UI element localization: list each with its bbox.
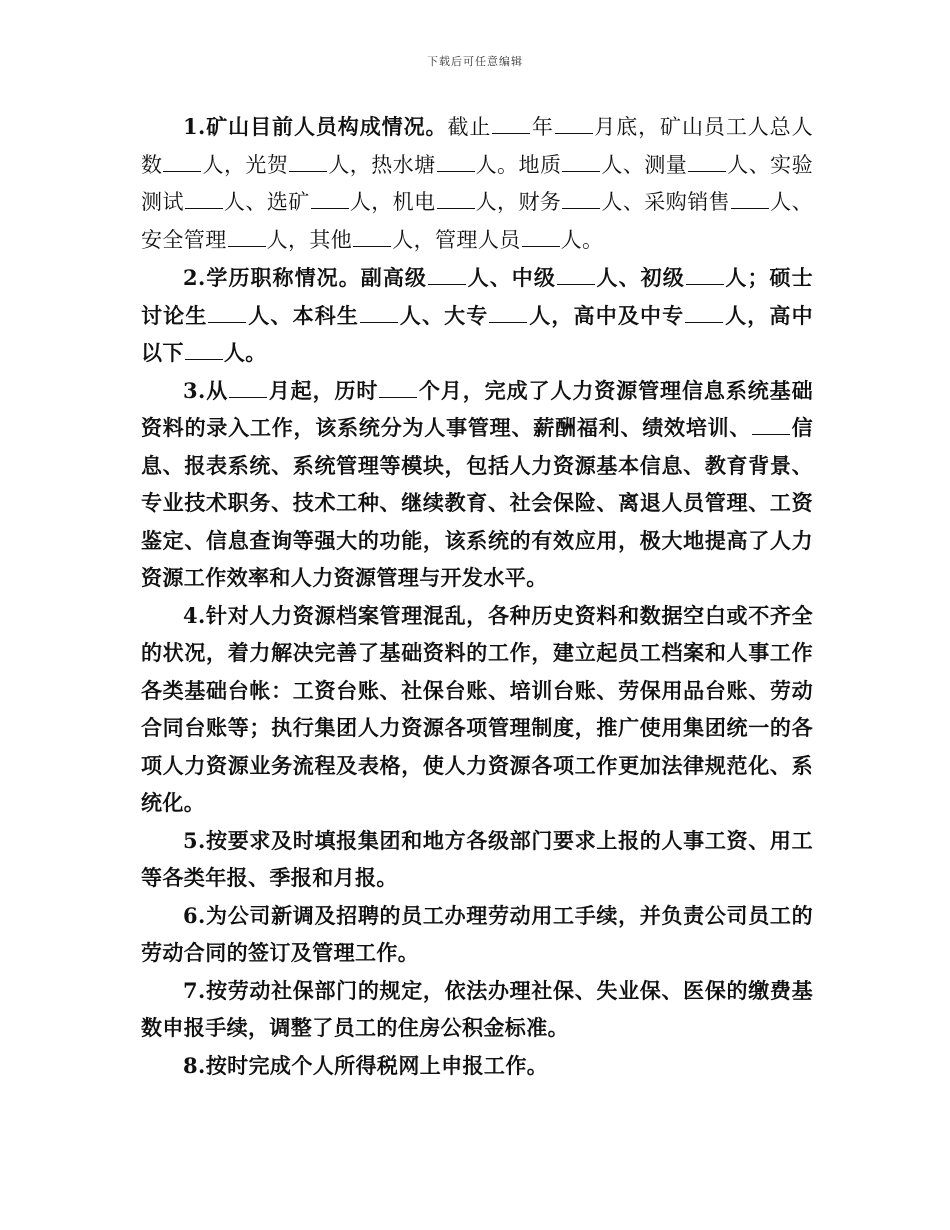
text-segment: 个月，完成了人力资源管理信息系统基础资料的录入工作，该系统分为人事管理、薪酬福利、绩效培训、 [141,377,814,440]
fill-blank[interactable] [688,153,726,172]
fill-blank[interactable] [437,190,475,209]
fill-blank[interactable] [492,115,530,134]
text-segment: 人、本科生 [247,302,360,328]
document-body [141,108,813,1084]
fill-blank[interactable] [379,379,417,398]
paragraph-4: 4.针对人力资源档案管理混乱，各种历史资料和数据空白或不齐全的状况，着力解决完善了基础资料的工作，建立起员工档案和人事工作各类基础台帐：工资台账、社保台账、培训台账、劳保用品台账、劳动合同台账等；执行集团人力资源各项管理制度，推广使用集团统一的各项人力资源业务流程及表格，使人力资源各项工作更加法律规范化、系统化。 [141,602,813,815]
fill-blank[interactable] [562,190,600,209]
fill-blank[interactable] [555,115,593,134]
fill-blank[interactable] [562,153,600,172]
text-segment: 人。 [223,340,267,365]
paragraph-3 [141,372,813,597]
text-segment: 人、采购销售 [601,190,731,214]
text-segment: 截止 [447,115,492,139]
fill-blank[interactable] [208,304,246,323]
text-segment: 人，高中以下 [141,302,813,365]
fill-blank[interactable] [752,416,790,435]
fill-blank[interactable] [163,153,201,172]
paragraph-3-lead: 3.从 [183,377,229,403]
text-segment: 人、选矿 [223,190,310,214]
text-segment: 人、初级 [595,265,685,290]
paragraph-2 [141,259,813,372]
fill-blank[interactable] [557,266,595,285]
fill-blank[interactable] [228,228,266,247]
paragraph-8: 8.按时完成个人所得税网上申报工作。 [183,1052,549,1078]
text-segment: 人。地质 [475,152,562,177]
text-segment: 人。 [560,227,604,252]
text-segment: 人、实验测试 [141,152,813,214]
fill-blank[interactable] [360,304,398,323]
text-segment: 人，管理人员 [392,227,521,252]
text-segment: 人、中级 [466,265,556,290]
text-segment: 人，其他 [266,227,353,252]
paragraph-2-lead: 2.学历职称情况。 [183,265,361,290]
text-segment: 年 [531,115,554,139]
text-segment: 人、安全管理 [141,190,813,252]
text-segment: 月起，历时 [268,377,379,403]
fill-blank[interactable] [428,266,466,285]
text-segment: 人，财务 [475,190,562,214]
text-segment: 信息、报表系统、系统管理等模块，包括人力资源基本信息、教育背景、专业技术职务、技术工种、继续教育、社会保险、离退人员管理、工资鉴定、信息查询等强大的功能，该系统的有效应用，极大地提高了人力资源工作效率和人力资源管理与开发水平。 [141,415,813,590]
text-segment: 人，机电 [349,190,436,214]
fill-blank[interactable] [685,304,723,323]
text-segment: 人；硕士讨论生 [141,265,813,328]
paragraph-1-lead: 1.矿山目前人员构成情况。 [183,114,448,139]
page-header: 下载后可任意编辑 [427,55,523,68]
fill-blank[interactable] [311,190,349,209]
fill-blank[interactable] [731,190,769,209]
text-segment: 人、大专 [399,302,489,328]
fill-blank[interactable] [185,341,223,360]
text-segment: 月底，矿山员工人总人数 [141,115,814,177]
text-segment: 人，光贺 [202,152,289,177]
fill-blank[interactable] [229,379,267,398]
fill-blank[interactable] [437,153,475,172]
fill-blank[interactable] [353,228,391,247]
fill-blank[interactable] [489,304,527,323]
text-segment: 副高级 [360,265,427,290]
paragraph-1 [141,108,813,259]
paragraph-5: 5.按要求及时填报集团和地方各级部门要求上报的人事工资、用工等各类年报、季报和月报。 [141,827,813,890]
paragraph-7: 7.按劳动社保部门的规定，依法办理社保、失业保、医保的缴费基数申报手续，调整了员工的住房公积金标准。 [141,977,813,1040]
fill-blank[interactable] [289,153,327,172]
text-segment: 人，热水塘 [328,152,436,177]
text-segment: 人，高中及中专 [528,302,685,328]
fill-blank[interactable] [686,266,724,285]
paragraph-6: 6.为公司新调及招聘的员工办理劳动用工手续，并负责公司员工的劳动合同的签订及管理工作。 [141,902,813,965]
fill-blank[interactable] [522,228,560,247]
text-segment: 人、测量 [601,152,688,177]
fill-blank[interactable] [185,190,223,209]
